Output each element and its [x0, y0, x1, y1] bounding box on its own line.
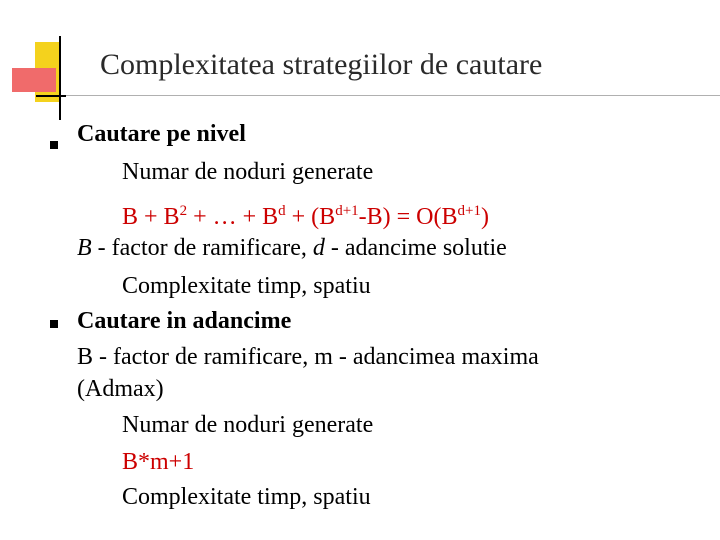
bullet-heading-cautare-pe-nivel: Cautare pe nivel — [77, 121, 246, 147]
text-factor-ramificare-2: B - factor de ramificare, m - adancimea maxima — [77, 344, 539, 370]
formula-part: -B) = O(B — [358, 204, 458, 230]
formula-part: B + B — [122, 204, 180, 230]
text-complexitate-2: Complexitate timp, spatiu — [122, 484, 371, 510]
text-factor-ramificare-1 — [77, 233, 507, 263]
text-complexitate-1: Complexitate timp, spatiu — [122, 273, 371, 299]
bullet-heading-cautare-in-adancime: Cautare in adancime — [77, 308, 292, 334]
formula-part: + (B — [285, 204, 336, 230]
bullet-marker-1 — [50, 141, 58, 149]
formula-exponent: 2 — [179, 203, 188, 219]
text-numar-noduri: Numar de noduri generate — [122, 159, 374, 185]
formula-exponent: d+1 — [457, 203, 481, 219]
slide-title: Complexitatea strategiilor de cautare — [100, 48, 543, 81]
text-admax: (Admax) — [77, 376, 164, 402]
formula-exponent: d+1 — [335, 203, 359, 219]
formula-exponent: d — [278, 203, 286, 219]
text-numar-noduri-2: Numar de noduri generate — [122, 412, 374, 438]
var-b: B — [77, 235, 92, 261]
formula-part: + … + B — [187, 204, 279, 230]
formula-nodes-bfs — [122, 196, 489, 232]
text-part: - factor de ramificare, — [91, 235, 313, 261]
formula-nodes-dfs: B*m+1 — [122, 449, 195, 475]
bullet-marker-2 — [50, 320, 58, 328]
formula-part: ) — [480, 204, 489, 230]
var-d: d — [312, 235, 325, 261]
text-part: - adancime solutie — [324, 235, 507, 261]
